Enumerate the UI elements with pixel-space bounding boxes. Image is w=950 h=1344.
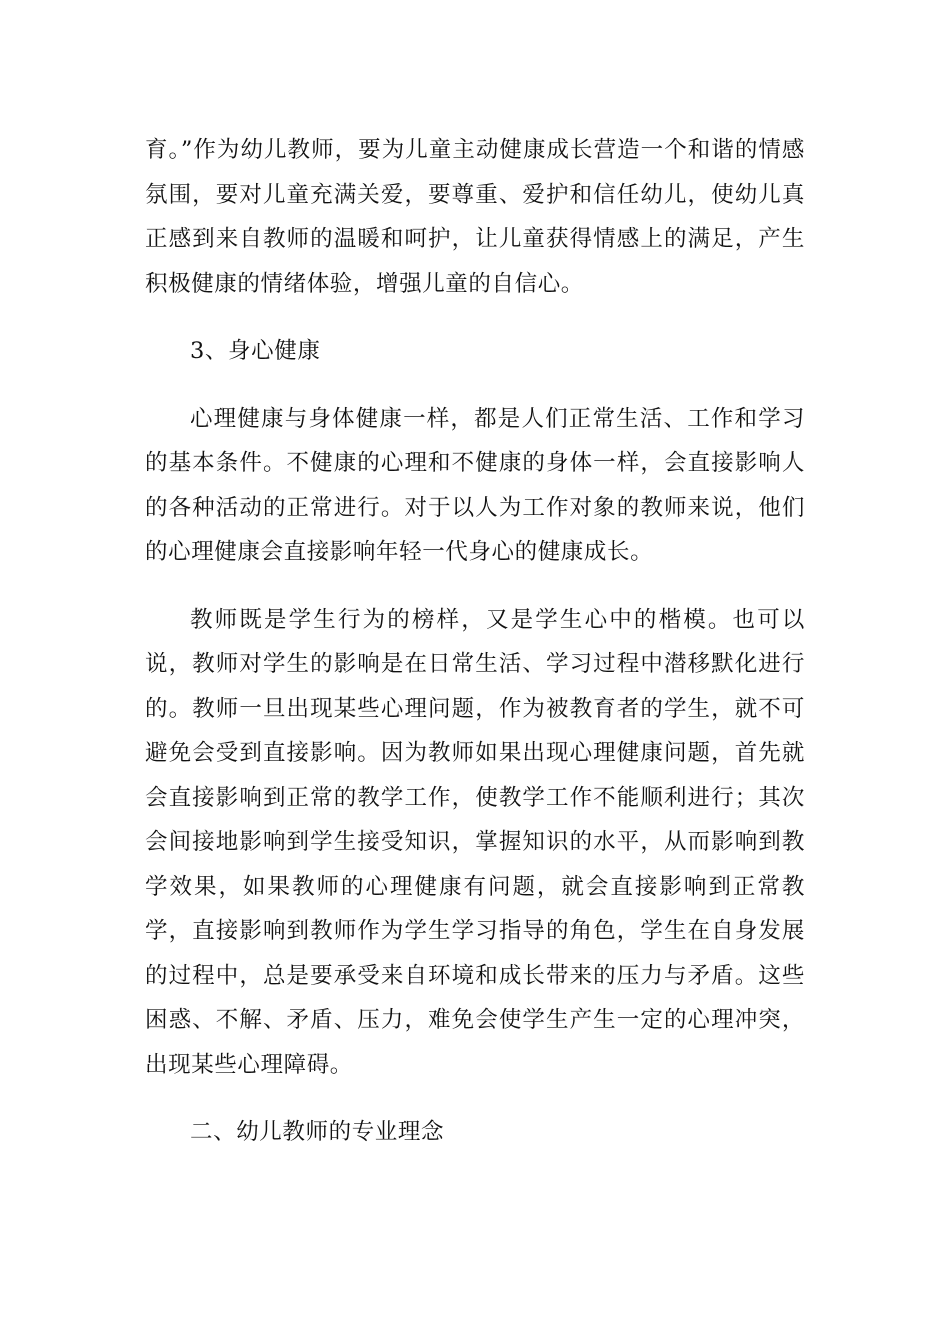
document-body xyxy=(145,128,805,1178)
paragraph-teacher-role-model: 教师既是学生行为的榜样，又是学生心中的楷模。也可以说，教师对学生的影响是在日常生活、学习过程中潜移默化进行的。教师一旦出现某些心理问题，作为被教育者的学生，就不可避免会受到直接影响。因为教师如果出现心理健康问题，首先就会直接影响到正常的教学工作，使教学工作不能顺利进行；其次会间接地影响到学生接受知识，掌握知识的水平，从而影响到教学效果，如果教师的心理健康有问题，就会直接影响到正常教学，直接影响到教师作为学生学习指导的角色，学生在自身发展的过程中，总是要承受来自环境和成长带来的压力与矛盾。这些困惑、不解、矛盾、压力，难免会使学生产生一定的心理冲突，出现某些心理障碍。 xyxy=(145,606,805,1078)
paragraph-continuation: 育。”作为幼儿教师，要为儿童主动健康成长营造一个和谐的情感氛围，要对儿童充满关爱，要尊重、爱护和信任幼儿，使幼儿真正感到来自教师的温暖和呵护，让儿童获得情感上的满足，产生积极健康的情绪体验，增强儿童的自信心。 xyxy=(145,137,805,297)
paragraph-mental-health: 心理健康与身体健康一样，都是人们正常生活、工作和学习的基本条件。不健康的心理和不健康的身体一样，会直接影响人的各种活动的正常进行。对于以人为工作对象的教师来说，他们的心理健康会直接影响年轻一代身心的健康成长。 xyxy=(145,405,805,565)
section-heading-mental-physical-health: 3、身心健康 xyxy=(190,338,321,364)
section-heading-professional-concept: 二、幼儿教师的专业理念 xyxy=(190,1119,445,1145)
